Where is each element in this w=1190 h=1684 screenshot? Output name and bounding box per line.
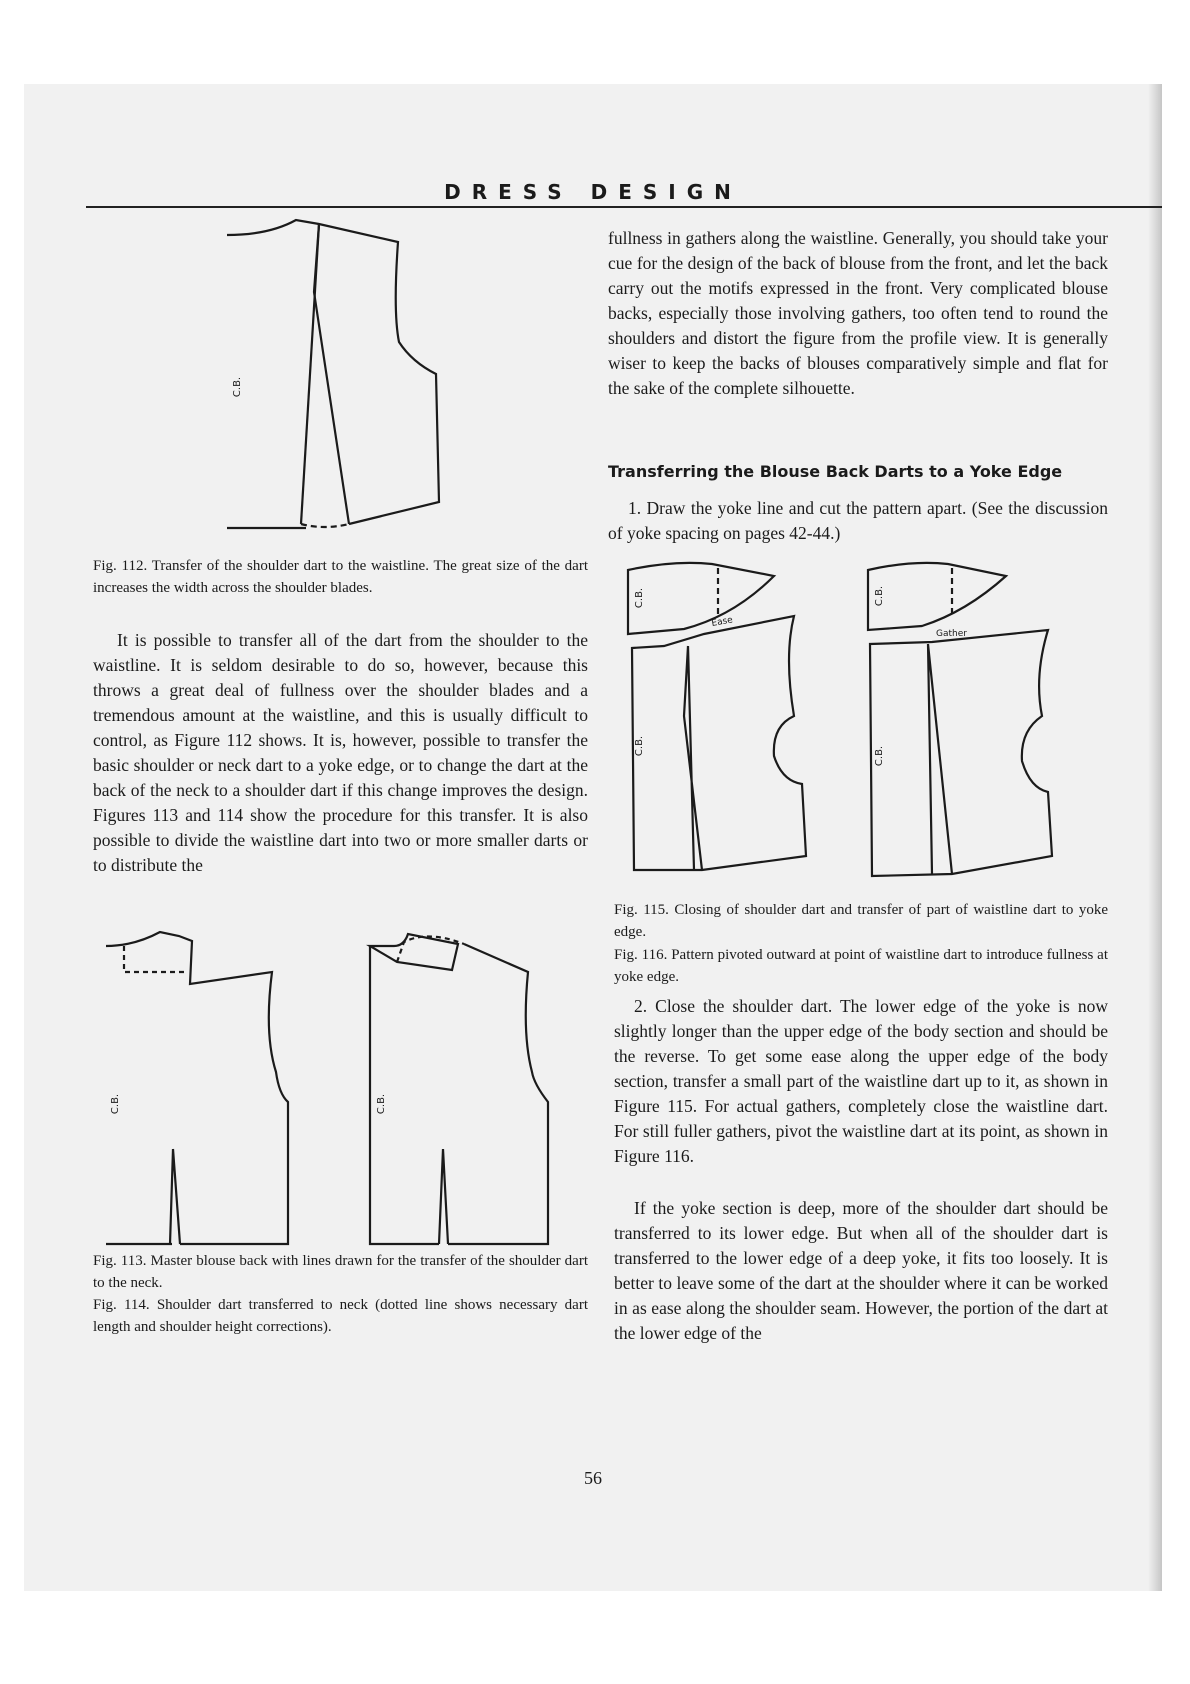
fig116-caption: Fig. 116. Pattern pivoted outward at point of waistline dart to introduce fullness at yoke edge. (614, 947, 1108, 985)
center-back-label: C.B. (376, 1093, 387, 1115)
running-head: DRESS DESIGN (444, 180, 742, 204)
figure-115 (624, 556, 836, 894)
figure-116 (862, 556, 1074, 894)
center-back-label: C.B. (232, 376, 243, 398)
step-1: 1. Draw the yoke line and cut the pattern apart. (See the discussion of yoke spacing on pages 42-44.) (608, 498, 1108, 543)
center-back-label: C.B. (110, 1093, 121, 1115)
right-paragraph-bottom: If the yoke section is deep, more of the shoulder dart should be transferred to its lower edge. But when all of the shoulder dart is transferred to the lower edge of a deep yoke, it fits too loosely. It is better to leave some of the dart at the shoulder where it can be worked in as ease along the shoulder seam. However, the portion of the dart at the lower edge of the (614, 1198, 1108, 1343)
center-back-label: C.B. (634, 587, 645, 609)
fig114-caption: Fig. 114. Shoulder dart transferred to neck (dotted line shows necessary dart length and shoulder height corrections). (93, 1297, 588, 1335)
step-2: 2. Close the shoulder dart. The lower edge of the yoke is now slightly longer than the upper edge of the body section and should be the reverse. To get some ease along the upper edge of the body section, transfer a small part of the waistline dart up to it, as shown in Figure 115. For actual gathers, completely close the waistline dart. For still fuller gathers, pivot the waistline dart at its point, as shown in Figure 116. (614, 996, 1108, 1166)
figure-114 (364, 924, 564, 1264)
fig115-caption: Fig. 115. Closing of shoulder dart and transfer of part of waistline dart to yoke edge. (614, 902, 1108, 940)
book-page (24, 84, 1162, 1591)
figure-112 (214, 212, 454, 552)
ease-label: Ease (710, 615, 734, 629)
right-paragraph-top: fullness in gathers along the waistline. Generally, you should take your cue for the design of the back of blouse from the front, and let the back carry out the motifs expressed in the front. Very complicated blouse backs, especially those involving gathers, too often tend to round the shoulders and distort the figure from the profile view. It is generally wiser to keep the backs of blouses comparatively simple and flat for the sake of the complete silhouette. (608, 228, 1108, 398)
fig112-caption: Fig. 112. Transfer of the shoulder dart to the waistline. The great size of the dart increases the width across the shoulder blades. (93, 558, 588, 596)
center-back-label: C.B. (874, 745, 885, 767)
gather-label: Gather (936, 629, 967, 639)
figure-113 (104, 924, 294, 1264)
section-heading: Transferring the Blouse Back Darts to a Yoke Edge (608, 462, 1063, 481)
left-paragraph: It is possible to transfer all of the dart from the shoulder to the waistline. It is seldom desirable to do so, however, because this throws a great deal of fullness over the shoulder blades and a tremendous amount at the waistline, and this is usually difficult to control, as Figure 112 shows. It is, however, possible to transfer the basic shoulder or neck dart to a yoke edge, or to change the dart at the back of the neck to a shoulder dart if this change improves the design. Figures 113 and 114 show the procedure for this transfer. It is also possible to divide the waistline dart into two or more smaller darts or to distribute the (93, 630, 588, 875)
center-back-label: C.B. (634, 735, 645, 757)
center-back-label: C.B. (874, 585, 885, 607)
header-rule (86, 206, 1162, 208)
page-edge-shadow (1148, 84, 1162, 1591)
fig113-caption: Fig. 113. Master blouse back with lines drawn for the transfer of the shoulder dart to the neck. (93, 1253, 588, 1291)
page-number: 56 (584, 1468, 602, 1488)
